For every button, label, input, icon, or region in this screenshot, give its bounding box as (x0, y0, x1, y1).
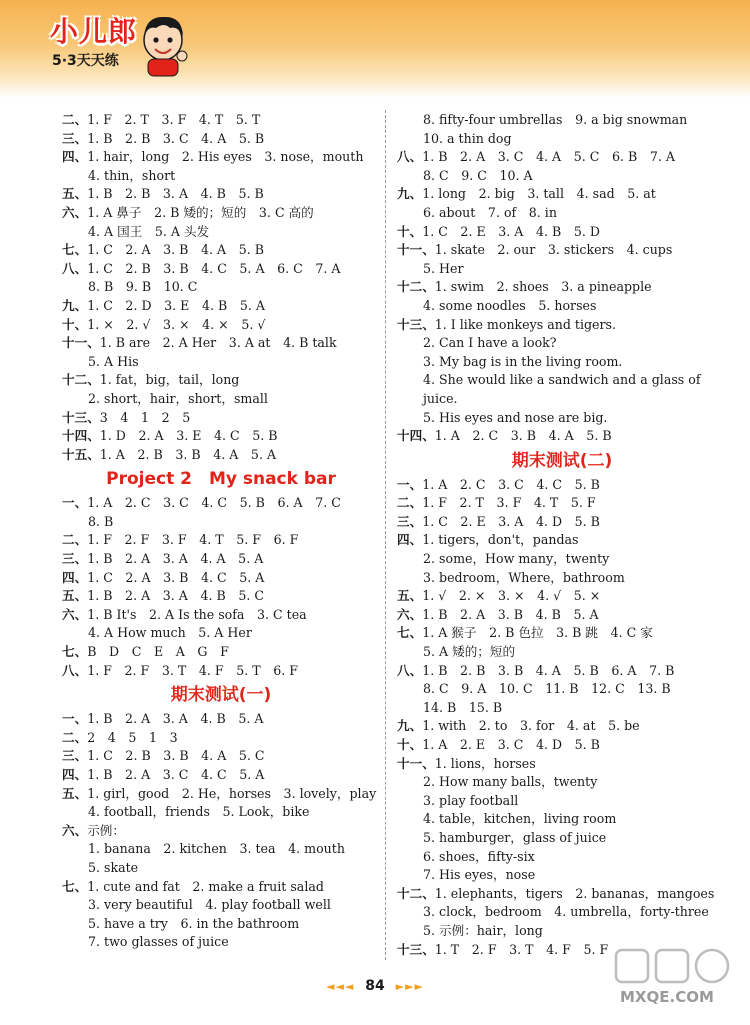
answer-line (62, 803, 380, 822)
answer-line (62, 624, 380, 643)
answer-text: 1. I like monkeys and tigers. (434, 316, 616, 332)
answer-line (62, 569, 380, 588)
answer-text: 1. B 2. B 3. B 4. A 5. B 6. A 7. B (422, 662, 675, 678)
answer-line (62, 371, 380, 390)
answer-text: 5. A 矮的；短的 (423, 644, 516, 660)
answer-line (397, 569, 727, 588)
answer-line (397, 829, 727, 848)
answer-text: 1. cute and fat 2. make a fruit salad (87, 878, 324, 894)
answer-text: 1. lions，horses (434, 755, 536, 771)
answer-line (397, 204, 727, 223)
answer-text: 1. C 2. E 3. A 4. B 5. D (422, 223, 600, 239)
question-number: 三、 (62, 130, 88, 146)
answer-line (397, 810, 727, 829)
answer-line (397, 390, 727, 409)
answer-line (397, 531, 727, 550)
answer-text: 1. √ 2. × 3. × 4. √ 5. × (422, 588, 601, 604)
question-number: 二、 (62, 112, 88, 127)
watermark-text: MXQE.COM (620, 988, 714, 1006)
answer-line (397, 409, 727, 428)
question-number: 四、 (397, 532, 423, 548)
question-number: 四、 (62, 149, 88, 165)
answer-line (397, 717, 727, 736)
question-number: 十三、 (62, 409, 100, 425)
answer-line (397, 427, 727, 446)
answer-text: 5. 示例：hair，long (423, 922, 543, 938)
answer-text: 8. C 9. A 10. C 11. B 12. C 13. B (423, 681, 671, 697)
answer-line (397, 167, 727, 186)
answer-line (62, 859, 380, 878)
answer-line (62, 550, 380, 569)
answer-line (62, 915, 380, 934)
answer-text: 1. A 2. B 3. B 4. A 5. A (99, 446, 277, 462)
question-number: 六、 (62, 822, 88, 838)
answer-text: 1. A 猴子 2. B 色拉 3. B 跳 4. C 家 (422, 625, 653, 641)
answer-line (397, 316, 727, 335)
answer-text: 1. B 2. B 3. C 4. A 5. B (87, 130, 265, 146)
answer-text: 1. B 2. B 3. A 4. B 5. B (87, 186, 264, 202)
answer-text: 1. C 2. B 3. B 4. A 5. C (87, 748, 265, 764)
answer-text: 1. B are 2. A Her 3. A at 4. B talk (99, 335, 337, 351)
answer-line (397, 643, 727, 662)
answer-line (397, 699, 727, 718)
answer-text: 4. table，kitchen，living room (423, 811, 617, 827)
question-number: 十、 (397, 737, 423, 752)
answer-text: 3 4 1 2 5 (99, 409, 191, 425)
answer-line (62, 494, 380, 513)
answer-line (62, 278, 380, 297)
answer-text: 2. How many balls，twenty (423, 774, 598, 790)
answer-line (62, 662, 380, 681)
answer-text: 7. two glasses of juice (88, 934, 229, 950)
question-number: 四、 (62, 767, 88, 782)
answer-line (62, 185, 380, 204)
answer-text: 3. clock，bedroom 4. umbrella，forty-three (423, 904, 709, 920)
question-number: 三、 (62, 748, 88, 764)
answer-text: juice. (423, 390, 458, 406)
answer-text: 1. D 2. A 3. E 4. C 5. B (99, 428, 278, 444)
answer-line (397, 773, 727, 792)
question-number: 一、 (62, 711, 88, 727)
answer-text: 1. B 2. A 3. C 4. C 5. A (87, 767, 265, 782)
question-number: 九、 (62, 297, 88, 313)
answer-line (397, 550, 727, 569)
answer-text: 4. some noodles 5. horses (423, 297, 597, 313)
answer-text: 1. B It's 2. A Is the sofa 3. C tea (87, 606, 307, 622)
answer-text: 1. tigers，don't，pandas (422, 532, 579, 548)
answer-line (62, 427, 380, 446)
page-number: 84 (365, 978, 385, 994)
question-number: 十一、 (397, 755, 435, 771)
answer-text: 1. swim 2. shoes 3. a pineapple (434, 279, 652, 295)
answer-text: 1. F 2. T 3. F 4. T 5. T (87, 112, 261, 127)
answer-text: 1. B 2. A 3. B 4. B 5. A (422, 606, 599, 622)
section-title: Project 2 My snack bar (106, 469, 336, 490)
answer-line (62, 785, 380, 804)
question-number: 四、 (62, 569, 88, 585)
question-number: 八、 (62, 260, 88, 276)
answer-text: 1. C 2. A 3. B 4. C 5. A (87, 569, 265, 585)
answer-text: 5. skate (88, 859, 139, 875)
answer-line (397, 848, 727, 867)
answer-line (397, 736, 727, 755)
answer-text: 1. A 2. C 3. C 4. C 5. B (422, 476, 600, 492)
answer-text: 8. B (88, 513, 114, 529)
answer-line (397, 334, 727, 353)
watermark-stamp-icon (612, 944, 732, 988)
answer-text: 2 4 5 1 3 (87, 729, 178, 745)
answer-text: 5. Her (423, 260, 464, 276)
answer-line (62, 606, 380, 625)
brand-logo (42, 8, 192, 80)
answer-line (397, 587, 727, 606)
answer-line (62, 766, 380, 785)
logo-title: 小儿郎 (50, 15, 138, 48)
answer-text: 1. F 2. T 3. F 4. T 5. F (422, 495, 596, 511)
answer-line (397, 624, 727, 643)
question-number: 五、 (62, 186, 88, 202)
answer-line (397, 866, 727, 885)
answer-line (397, 353, 727, 372)
answer-text: 4. football，friends 5. Look，bike (88, 804, 310, 820)
answer-line (397, 111, 727, 130)
answer-text: 1. long 2. big 3. tall 4. sad 5. at (422, 186, 656, 202)
answer-text: 1. A 2. C 3. C 4. C 5. B 6. A 7. C (87, 495, 341, 511)
answer-line (62, 390, 380, 409)
question-number: 七、 (397, 625, 423, 641)
answer-line (397, 371, 727, 390)
answer-line (397, 680, 727, 699)
answer-text: 1. F 2. F 3. F 4. T 5. F 6. F (87, 532, 299, 548)
answer-text: 1. C 2. A 3. B 4. A 5. B (87, 242, 264, 258)
answer-text: 1. C 2. D 3. E 4. B 5. A (87, 297, 265, 313)
answer-text: 2. Can I have a look? (423, 335, 557, 351)
question-number: 十一、 (62, 335, 100, 351)
question-number: 十、 (397, 223, 423, 239)
answer-text: 示例： (87, 822, 125, 838)
question-number: 十三、 (397, 941, 435, 957)
answer-line (62, 130, 380, 149)
answer-text: 5. His eyes and nose are big. (423, 409, 608, 425)
answer-line (62, 297, 380, 316)
answer-text: 10. a thin dog (423, 130, 512, 146)
answer-text: 1. B 2. A 3. C 4. A 5. C 6. B 7. A (422, 149, 675, 165)
answer-line (397, 476, 727, 495)
question-number: 八、 (62, 662, 88, 678)
answer-line (62, 840, 380, 859)
answer-line (62, 334, 380, 353)
right-arrows-icon: ►►► (395, 980, 424, 993)
answer-line (62, 822, 380, 841)
answer-text: 4. thin，short (88, 167, 176, 183)
answer-text: 3. bedroom，Where，bathroom (423, 569, 625, 585)
answer-line (397, 185, 727, 204)
answer-text: 1. skate 2. our 3. stickers 4. cups (434, 242, 673, 258)
answer-line (62, 513, 380, 532)
answer-text: 1. B 2. A 3. A 4. A 5. A (87, 551, 264, 567)
answer-text: 1. × 2. √ 3. × 4. × 5. √ (87, 316, 266, 332)
answer-line (62, 643, 380, 662)
left-arrows-icon: ◄◄◄ (325, 980, 355, 993)
question-number: 十二、 (397, 279, 435, 295)
answer-line (397, 241, 727, 260)
column-divider (385, 110, 386, 960)
question-number: 八、 (397, 662, 423, 678)
answer-text: 1. banana 2. kitchen 3. tea 4. mouth (88, 841, 345, 857)
answer-text: 1. C 2. E 3. A 4. D 5. B (422, 513, 600, 529)
answer-text: 8. fifty-four umbrellas 9. a big snowman (423, 112, 688, 127)
answer-text: 2. short，hair，short，small (88, 390, 268, 406)
answer-line (62, 111, 380, 130)
question-number: 一、 (397, 476, 423, 492)
answer-line (397, 903, 727, 922)
answer-line (62, 316, 380, 335)
answer-text: 1. A 2. C 3. B 4. A 5. B (434, 428, 612, 444)
question-number: 十四、 (62, 428, 100, 444)
answer-text: 6. about 7. of 8. in (423, 204, 557, 220)
question-number: 五、 (62, 785, 88, 801)
answer-text: 8. B 9. B 10. C (88, 279, 198, 295)
section-title: 期末测试(二) (511, 450, 613, 471)
answer-text: 1. T 2. F 3. T 4. F 5. F (434, 941, 609, 957)
question-number: 七、 (62, 242, 88, 258)
question-number: 九、 (397, 718, 423, 734)
answer-line (397, 130, 727, 149)
question-number: 十一、 (397, 242, 435, 258)
watermark (612, 944, 742, 1022)
answer-text: 1. girl，good 2. He，horses 3. lovely，play (87, 785, 377, 801)
question-number: 六、 (62, 204, 88, 220)
left-answer-column (62, 111, 380, 952)
question-number: 五、 (397, 588, 423, 604)
answer-text: 14. B 15. B (423, 699, 503, 715)
answer-text: 8. C 9. C 10. A (423, 167, 533, 183)
question-number: 十五、 (62, 446, 100, 462)
answer-text: 1. fat，big，tail，long (99, 372, 240, 388)
right-answer-column (397, 111, 727, 959)
answer-line (397, 278, 727, 297)
question-number: 二、 (397, 495, 423, 511)
answer-text: 1. with 2. to 3. for 4. at 5. be (422, 718, 640, 734)
answer-text: 1. A 2. E 3. C 4. D 5. B (422, 737, 600, 752)
answer-line (62, 587, 380, 606)
logo-subtitle: 5·3天天练 (52, 53, 119, 69)
answer-text: 5. hamburger，glass of juice (423, 829, 607, 845)
question-number: 七、 (62, 644, 88, 660)
answer-line (62, 148, 380, 167)
answer-line (397, 662, 727, 681)
question-number: 十二、 (397, 885, 435, 901)
answer-line (397, 513, 727, 532)
answer-line (62, 409, 380, 428)
answer-text: 3. My bag is in the living room. (423, 353, 623, 369)
question-number: 十三、 (397, 316, 435, 332)
answer-text: 1. B 2. A 3. A 4. B 5. A (87, 711, 264, 727)
answer-text: 5. have a try 6. in the bathroom (88, 915, 300, 931)
answer-text: 1. F 2. F 3. T 4. F 5. T 6. F (87, 662, 299, 678)
question-number: 十二、 (62, 372, 100, 388)
question-number: 六、 (62, 606, 88, 622)
answer-line (397, 922, 727, 941)
answer-line (397, 792, 727, 811)
answer-text: 3. play football (423, 792, 519, 808)
question-number: 八、 (397, 149, 423, 165)
answer-line (397, 148, 727, 167)
question-number: 三、 (397, 513, 423, 529)
answer-line (62, 223, 380, 242)
answer-text: 7. His eyes，nose (423, 867, 536, 883)
answer-line (397, 606, 727, 625)
answer-line (62, 446, 380, 465)
section-title: 期末测试(一) (170, 685, 272, 706)
answer-text: 5. A His (88, 353, 139, 369)
question-number: 三、 (62, 551, 88, 567)
answer-line (62, 896, 380, 915)
question-number: 二、 (62, 729, 88, 745)
answer-line (62, 747, 380, 766)
answer-line (397, 223, 727, 242)
mascot-boy-icon (134, 10, 192, 78)
answer-text: 4. A 国王 5. A 头发 (88, 223, 210, 239)
question-number: 六、 (397, 606, 423, 622)
answer-line (397, 755, 727, 774)
question-number: 十四、 (397, 428, 435, 444)
question-number: 十、 (62, 316, 88, 332)
answer-line (62, 353, 380, 372)
question-number: 一、 (62, 495, 88, 511)
answer-text: 4. She would like a sandwich and a glass of (423, 372, 701, 388)
answer-line (397, 297, 727, 316)
answer-line (62, 167, 380, 186)
answer-line (62, 878, 380, 897)
question-number: 七、 (62, 878, 88, 894)
answer-line (62, 241, 380, 260)
answer-line (62, 729, 380, 748)
answer-text: 1. C 2. B 3. B 4. C 5. A 6. C 7. A (87, 260, 341, 276)
answer-line (62, 710, 380, 729)
answer-line (62, 260, 380, 279)
answer-text: 1. A 鼻子 2. B 矮的；短的 3. C 高的 (87, 204, 314, 220)
question-number: 五、 (62, 588, 88, 604)
answer-line (397, 885, 727, 904)
answer-text: 4. A How much 5. A Her (88, 625, 252, 641)
answer-line (397, 260, 727, 279)
answer-text: B D C E A G F (87, 644, 229, 660)
answer-line (62, 204, 380, 223)
answer-text: 1. hair，long 2. His eyes 3. nose，mouth (87, 149, 364, 165)
answer-text: 1. elephants，tigers 2. bananas，mangoes (434, 885, 715, 901)
answer-line (62, 933, 380, 952)
answer-text: 1. B 2. A 3. A 4. B 5. C (87, 588, 264, 604)
question-number: 九、 (397, 186, 423, 202)
answer-line (397, 494, 727, 513)
answer-text: 3. very beautiful 4. play football well (88, 897, 331, 913)
answer-text: 6. shoes，fifty-six (423, 848, 535, 864)
question-number: 二、 (62, 532, 88, 548)
answer-text: 2. some，How many，twenty (423, 551, 610, 567)
answer-line (62, 531, 380, 550)
